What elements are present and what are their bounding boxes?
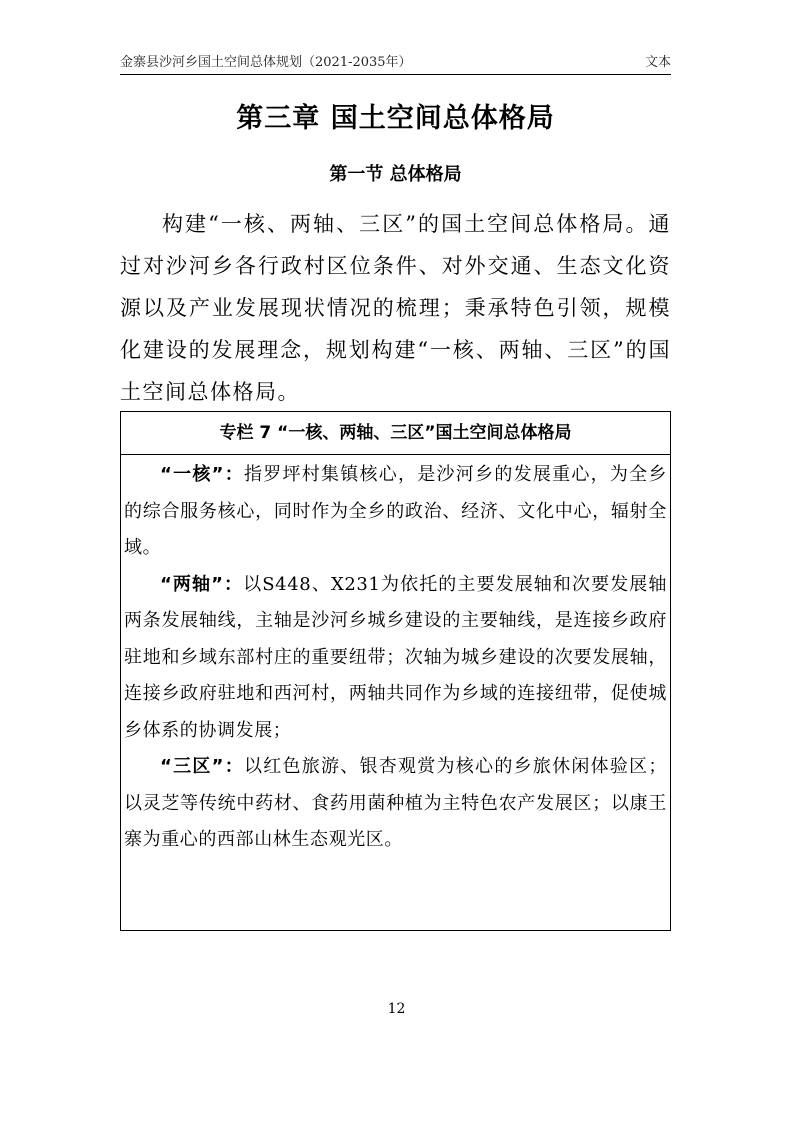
axes-item [124,567,667,750]
core-item-term: “一核”： [160,464,244,485]
axes-item-text: 以S448、X231为依托的主要发展轴和次要发展轴两条发展轴线，主轴是沙河乡城乡建设的主要轴线，是连接乡政府驻地和乡域东部村庄的重要纽带；次轴为城乡建设的次要发展轴，连接乡政府驻地和西河村，两轴共同作为乡域的连接纽带，促使城乡体系的协调发展； [124,573,667,741]
body-paragraph: 构建“一核、两轴、三区”的国土空间总体格局。通过对沙河乡各行政村区位条件、对外交通、生态文化资源以及产业发展现状情况的梳理；秉承特色引领，规模化建设的发展理念，规划构建“一核、两轴、三区”的国土空间总体格局。 [120,212,671,404]
document-title: 金寨县沙河乡国土空间总体规划（2021-2035年） [120,55,412,70]
zones-item-term: “三区”： [160,756,244,777]
page-number: 12 [387,1001,406,1017]
zones-item [124,749,667,859]
chapter-title: 第三章 国土空间总体格局 [236,103,555,134]
feature-box [120,411,671,931]
feature-box-title: 专栏 7 “一核、两轴、三区”国土空间总体格局 [121,412,670,455]
document-type-label: 文本 [644,55,671,70]
core-item [124,457,667,567]
section-title: 第一节 总体格局 [329,164,462,185]
running-header [120,54,671,75]
axes-item-term: “两轴”： [160,573,244,595]
core-item-text: 指罗坪村集镇核心，是沙河乡的发展重心，为全乡的综合服务核心，同时作为全乡的政治、经济、文化中心，辐射全域。 [124,464,667,558]
zones-item-text: 以红色旅游、银杏观赏为核心的乡旅休闲体验区；以灵芝等传统中药材、食药用菌种植为主特色农产发展区；以康王寨为重心的西部山林生态观光区。 [124,756,667,850]
feature-box-body [121,455,670,859]
